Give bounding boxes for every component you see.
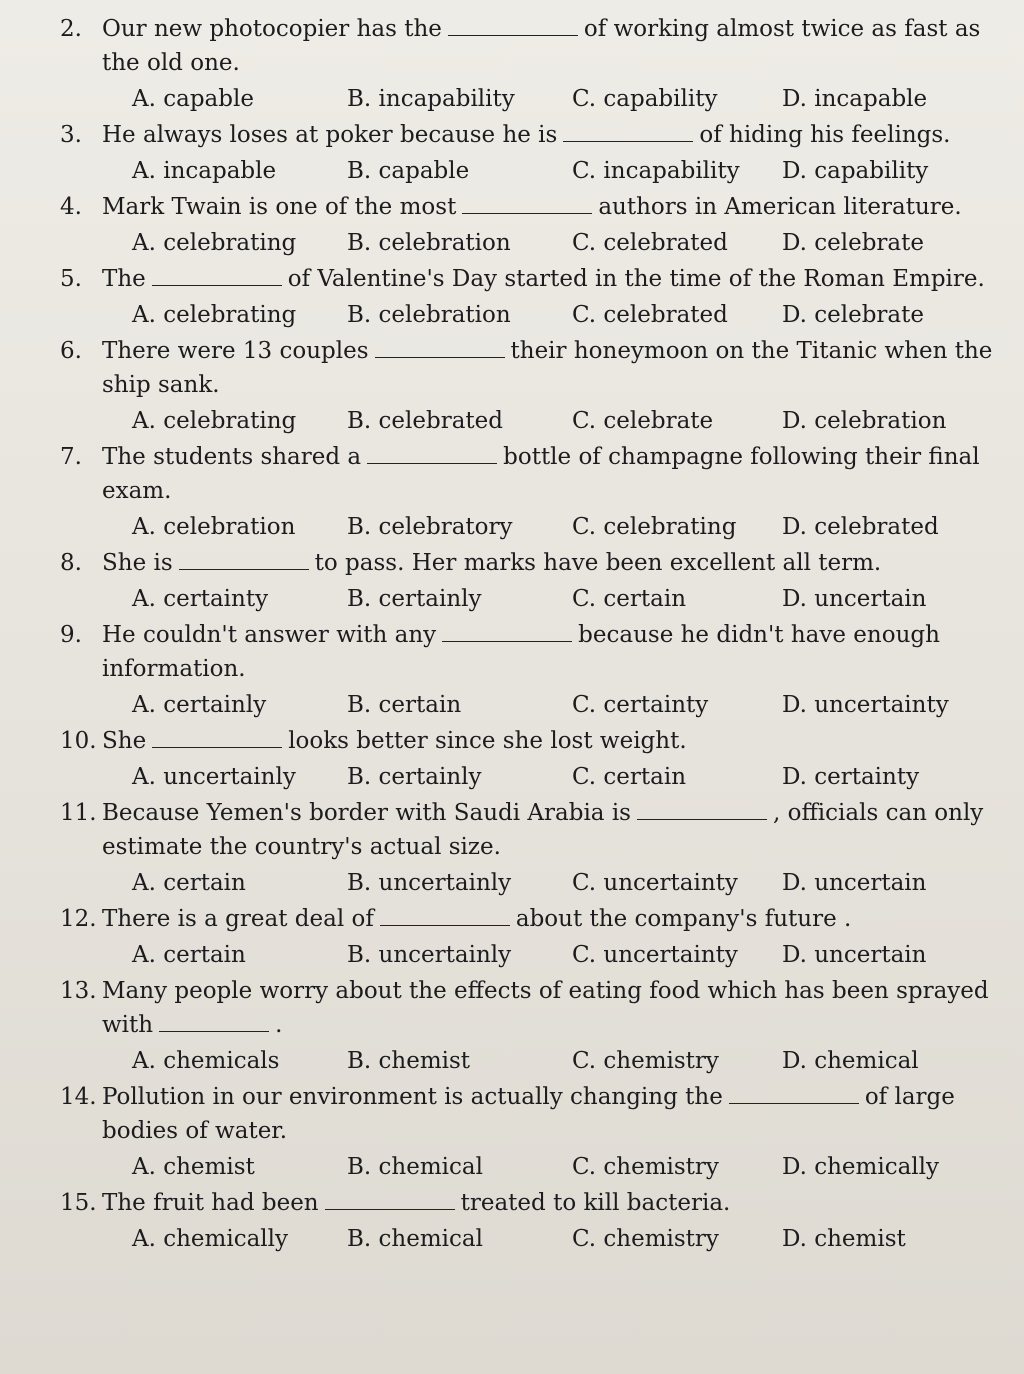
question-7 (60, 618, 984, 724)
stem-before-blank: Many people worry about the effects of eating food which has been sprayed (102, 978, 989, 1004)
question-stem (60, 902, 984, 936)
question-0 (60, 12, 984, 118)
answer-option-d[interactable]: D. celebrated (782, 514, 939, 540)
answer-blank[interactable] (159, 1013, 269, 1032)
continuation-text: ship sank. (102, 372, 220, 398)
answer-blank[interactable] (442, 623, 572, 642)
question-text (102, 1080, 984, 1114)
answer-option-a[interactable]: A. certain (132, 870, 246, 896)
question-stem (60, 12, 984, 46)
question-number: 14. (60, 1084, 97, 1110)
answer-option-d[interactable]: D. celebration (782, 408, 947, 434)
answer-option-b[interactable]: B. incapability (347, 86, 515, 112)
question-stem (60, 334, 993, 368)
answer-option-d[interactable]: D. uncertain (782, 586, 927, 612)
answer-option-a[interactable]: A. certainly (132, 692, 267, 718)
stem-after-blank: , officials can only (772, 800, 984, 826)
answer-options (60, 224, 984, 262)
answer-options (60, 1220, 984, 1258)
answer-option-c[interactable]: C. celebrate (572, 408, 714, 434)
question-number: 8. (60, 550, 82, 576)
answer-blank[interactable] (448, 17, 578, 36)
answer-option-a[interactable]: A. certain (132, 942, 246, 968)
question-1 (60, 118, 984, 190)
question-number: 10. (60, 728, 97, 754)
stem-before-blank: Because Yemen's border with Saudi Arabia is (102, 800, 631, 826)
question-9 (60, 796, 984, 902)
question-11 (60, 974, 989, 1080)
question-6 (60, 546, 984, 618)
answer-option-d[interactable]: D. celebrate (782, 230, 924, 256)
question-stem (60, 618, 984, 652)
question-text (102, 118, 984, 152)
question-number: 7. (60, 444, 82, 470)
answer-options (60, 80, 984, 118)
answer-option-b[interactable]: B. uncertainly (347, 870, 512, 896)
continuation-text: estimate the country's actual size. (102, 834, 501, 860)
stem-before-blank: Pollution in our environment is actually changing the (102, 1084, 723, 1110)
answer-option-d[interactable]: D. uncertain (782, 942, 927, 968)
question-stem (60, 974, 989, 1008)
question-text (102, 1186, 984, 1220)
answer-option-b[interactable]: B. uncertainly (347, 942, 512, 968)
answer-option-a[interactable]: A. celebrating (132, 302, 297, 328)
question-continuation (60, 368, 984, 402)
answer-option-a[interactable]: A. chemicals (132, 1048, 280, 1074)
answer-option-b[interactable]: B. celebration (347, 302, 511, 328)
answer-option-a[interactable]: A. chemically (132, 1226, 289, 1252)
question-number: 13. (60, 978, 97, 1004)
answer-option-b[interactable]: B. certain (347, 692, 462, 718)
stem-before-blank: He couldn't answer with any (102, 622, 437, 648)
answer-options (60, 864, 984, 902)
answer-blank[interactable] (152, 267, 282, 286)
question-stem (60, 546, 984, 580)
stem-before-blank: The (102, 266, 146, 292)
question-text (102, 440, 984, 474)
question-stem (60, 190, 984, 224)
question-text (102, 262, 985, 296)
answer-option-c[interactable]: C. capability (572, 86, 718, 112)
question-text (102, 724, 984, 758)
answer-option-a[interactable]: A. capable (132, 86, 254, 112)
continuation-end: . (275, 1012, 283, 1038)
answer-options (60, 580, 984, 618)
question-text (102, 334, 992, 368)
question-8 (60, 724, 984, 796)
question-continuation (60, 474, 984, 508)
question-stem (60, 262, 984, 296)
answer-option-d[interactable]: D. celebrate (782, 302, 924, 328)
stem-after-blank: their honeymoon on the Titanic when the (510, 338, 993, 364)
answer-blank[interactable] (152, 729, 282, 748)
question-stem (60, 796, 984, 830)
question-text (102, 902, 984, 936)
question-number: 3. (60, 122, 82, 148)
stem-after-blank: of working almost twice as fast as (583, 16, 981, 42)
answer-blank[interactable] (380, 907, 510, 926)
answer-option-d[interactable]: D. uncertain (782, 870, 927, 896)
answer-option-c[interactable]: C. chemistry (572, 1048, 719, 1074)
continuation-text: exam. (102, 478, 172, 504)
question-text (102, 546, 984, 580)
answer-options (60, 936, 984, 974)
question-2 (60, 190, 984, 262)
stem-before-blank: She (102, 728, 147, 754)
answer-options (60, 152, 984, 190)
answer-options (60, 758, 984, 796)
answer-options (60, 508, 984, 546)
answer-options (60, 686, 984, 724)
answer-blank[interactable] (462, 195, 592, 214)
answer-option-b[interactable]: B. chemist (347, 1048, 471, 1074)
answer-option-a[interactable]: A. celebrating (132, 230, 297, 256)
answer-blank[interactable] (367, 445, 497, 464)
question-continuation (60, 46, 984, 80)
answer-option-d[interactable]: D. uncertainty (782, 692, 949, 718)
answer-option-c[interactable]: C. chemistry (572, 1226, 719, 1252)
stem-before-blank: There were 13 couples (102, 338, 369, 364)
stem-before-blank: There is a great deal of (102, 906, 374, 932)
question-12 (60, 1080, 984, 1186)
stem-after-blank: treated to kill bacteria. (460, 1190, 731, 1216)
stem-after-blank: of hiding his feelings. (699, 122, 951, 148)
question-10 (60, 902, 984, 974)
question-number: 5. (60, 266, 82, 292)
answer-blank[interactable] (563, 123, 693, 142)
answer-option-d[interactable]: D. chemical (782, 1048, 919, 1074)
answer-option-a[interactable]: A. incapable (132, 158, 277, 184)
question-text (102, 796, 984, 830)
continuation-text: bodies of water. (102, 1118, 288, 1144)
question-4 (60, 334, 993, 440)
answer-option-a[interactable]: A. celebrating (132, 408, 297, 434)
answer-option-b[interactable]: B. certainly (347, 586, 482, 612)
answer-option-c[interactable]: C. chemistry (572, 1154, 719, 1180)
answer-option-b[interactable]: B. celebrated (347, 408, 503, 434)
stem-after-blank: because he didn't have enough (578, 622, 940, 648)
stem-before-blank: The students shared a (102, 444, 362, 470)
question-number: 11. (60, 800, 97, 826)
question-text (102, 618, 984, 652)
question-text (102, 974, 989, 1008)
answer-option-a[interactable]: A. chemist (132, 1154, 255, 1180)
answer-option-b[interactable]: B. capable (347, 158, 470, 184)
answer-options (60, 296, 984, 334)
stem-after-blank: about the company's future . (515, 906, 852, 932)
answer-option-c[interactable]: C. certain (572, 586, 687, 612)
answer-option-d[interactable]: D. capability (782, 158, 929, 184)
answer-options (60, 1042, 984, 1080)
answer-option-c[interactable]: C. celebrated (572, 230, 728, 256)
answer-options (60, 1148, 984, 1186)
question-stem (60, 118, 984, 152)
question-number: 12. (60, 906, 97, 932)
stem-after-blank: authors in American literature. (598, 194, 962, 220)
answer-blank[interactable] (729, 1085, 859, 1104)
answer-option-c[interactable]: C. certain (572, 764, 687, 790)
answer-option-c[interactable]: C. certainty (572, 692, 709, 718)
question-continuation (60, 652, 984, 686)
answer-blank[interactable] (325, 1191, 455, 1210)
stem-after-blank: of large (864, 1084, 955, 1110)
answer-option-b[interactable]: B. certainly (347, 764, 482, 790)
question-text (102, 12, 984, 46)
question-number: 6. (60, 338, 82, 364)
stem-after-blank: bottle of champagne following their final (503, 444, 980, 470)
answer-option-d[interactable]: D. chemically (782, 1154, 940, 1180)
stem-before-blank: Mark Twain is one of the most (102, 194, 457, 220)
question-stem (60, 724, 984, 758)
continuation-text: information. (102, 656, 246, 682)
answer-option-c[interactable]: C. incapability (572, 158, 740, 184)
question-3 (60, 262, 984, 334)
question-continuation (60, 1114, 984, 1148)
stem-after-blank: to pass. Her marks have been excellent all term. (314, 550, 882, 576)
answer-option-c[interactable]: C. celebrated (572, 302, 728, 328)
answer-blank[interactable] (637, 801, 767, 820)
answer-option-d[interactable]: D. chemist (782, 1226, 906, 1252)
answer-option-c[interactable]: C. uncertainty (572, 870, 738, 896)
answer-option-c[interactable]: C. celebrating (572, 514, 737, 540)
answer-option-b[interactable]: B. celebratory (347, 514, 513, 540)
question-number: 2. (60, 16, 82, 42)
question-continuation (60, 1008, 984, 1042)
stem-before-blank: She is (102, 550, 173, 576)
question-text (102, 190, 984, 224)
question-13 (60, 1186, 984, 1258)
answer-option-c[interactable]: C. uncertainty (572, 942, 738, 968)
question-stem (60, 1080, 984, 1114)
question-stem (60, 440, 984, 474)
answer-option-b[interactable]: B. chemical (347, 1154, 483, 1180)
stem-before-blank: He always loses at poker because he is (102, 122, 558, 148)
answer-option-b[interactable]: B. chemical (347, 1226, 483, 1252)
answer-blank[interactable] (375, 339, 505, 358)
stem-after-blank: of Valentine's Day started in the time of the Roman Empire. (287, 266, 985, 292)
stem-before-blank: The fruit had been (102, 1190, 319, 1216)
answer-option-d[interactable]: D. incapable (782, 86, 928, 112)
question-stem (60, 1186, 984, 1220)
stem-before-blank: Our new photocopier has the (102, 16, 442, 42)
answer-option-a[interactable]: A. celebration (132, 514, 296, 540)
answer-options (60, 402, 984, 440)
continuation-text: the old one. (102, 50, 240, 76)
answer-blank[interactable] (179, 551, 309, 570)
answer-option-b[interactable]: B. celebration (347, 230, 511, 256)
question-number: 15. (60, 1190, 97, 1216)
stem-after-blank: looks better since she lost weight. (288, 728, 687, 754)
answer-option-a[interactable]: A. certainty (132, 586, 269, 612)
question-number: 4. (60, 194, 82, 220)
question-number: 9. (60, 622, 82, 648)
answer-option-d[interactable]: D. certainty (782, 764, 920, 790)
question-5 (60, 440, 984, 546)
question-continuation (60, 830, 984, 864)
answer-option-a[interactable]: A. uncertainly (132, 764, 296, 790)
continuation-text: with (102, 1012, 154, 1038)
